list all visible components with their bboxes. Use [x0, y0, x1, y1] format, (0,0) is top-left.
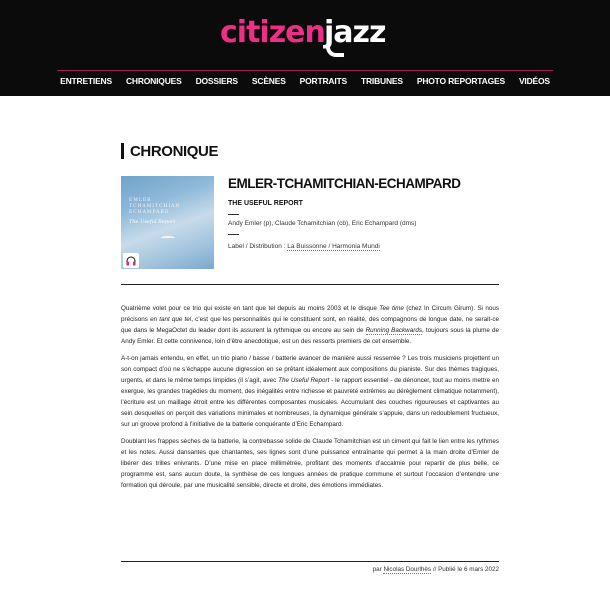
- paragraph-2: [121, 353, 499, 430]
- link-running-backwards[interactable]: Running Backwards: [365, 327, 422, 334]
- text: (chez In Circum Girum). Si nous précisons: [121, 305, 500, 323]
- headphones-icon[interactable]: [123, 253, 139, 268]
- site-logo[interactable]: [218, 15, 388, 55]
- artist-title: EMLER-TCHAMITCHIAN-ECHAMPARD: [228, 176, 461, 191]
- section-bar: [121, 143, 124, 159]
- mini-divider: [228, 214, 239, 215]
- nav-item-entretiens[interactable]: ENTRETIENS: [60, 76, 112, 86]
- logo-citizen-text: citizen: [220, 15, 325, 50]
- text: - le rapport essentiel - de dénoncer, tout au moins mettre en exergue, les grandes tragédies du moment, des inégalités entre richesse et pauvreté extrêmes au dérèglement climatique notamment), l’écriture est un maillage étroit entre les différentes composantes musicales. Accumulant des couches rigoureuses et captivantes au sein desquelles on perçoit des variations minimales et nombreuses, la dynamique générale s’appuie, dans un redoublement fructueux, sur un groove profond à l’initiative de la batterie conquérante d’Eric Echampard.: [121, 377, 499, 428]
- label-prefix: Label / Distribution :: [228, 243, 288, 250]
- mini-divider: [228, 234, 239, 235]
- text: , toujours sous la plume de Andy Emler. Et cette connivence, loin d’être anecdotique, est un des ressorts premiers de cet ensemble.: [121, 327, 499, 345]
- byline: [373, 566, 499, 573]
- bird-shape: [161, 236, 175, 240]
- paragraph-3: Doublant les frappes sèches de la batterie, la contrebasse solide de Claude Tchamitchian est un ciment qui fait le lien entre les rythmes et les notes. Aussi dansantes que chantantes, ses lignes sont d’une puissance entraînante qui permet à la main droite d’Emler de libérer des trilles enivrants. D’une mise en place millimétrée, profitant des moments d’accalmie pour repartir de plus belle, ce programme est, sans aucun doute, la synthèse de ces longues années de pratique commune et surtout l’occasion d’entendre une formation qui déroule, par une musicalité sensible, directe et droite, des émotions immédiates.: [121, 438, 499, 489]
- cover-names: EMLER TCHAMITCHIAN ECHAMPARD: [129, 198, 181, 215]
- byline-date: // Publié le 6 mars 2022: [431, 566, 499, 573]
- main-nav: [0, 74, 610, 88]
- author-link[interactable]: Nicolas Dourlhès: [383, 566, 432, 573]
- header-divider: [57, 70, 553, 71]
- nav-item-chroniques[interactable]: CHRONIQUES: [125, 76, 182, 86]
- album-ref-tee-time: Tee time: [379, 305, 404, 312]
- review-info: [228, 176, 499, 250]
- nav-item-portraits[interactable]: PORTRAITS: [299, 76, 347, 86]
- album-cover[interactable]: [121, 176, 214, 269]
- paragraph-1: [121, 303, 499, 347]
- logo-jazz-text: jazz: [324, 15, 386, 50]
- nav-item-photo-reportages[interactable]: PHOTO REPORTAGES: [416, 76, 505, 86]
- nav-item-videos[interactable]: VIDÉOS: [518, 76, 550, 86]
- site-header: [0, 0, 610, 96]
- cover-title: The Useful Report: [129, 219, 176, 225]
- section-title: CHRONIQUE: [130, 142, 219, 160]
- section-heading: [121, 141, 499, 161]
- nav-item-scenes[interactable]: SCÈNES: [251, 76, 286, 86]
- main-content: [121, 141, 500, 573]
- article-bottom-divider: [121, 561, 499, 562]
- nav-item-tribunes[interactable]: TRIBUNES: [360, 76, 403, 86]
- article-body: [121, 303, 499, 497]
- album-ref-useful-report: The Useful Report: [278, 377, 330, 384]
- musicians-line: Andy Emler (p), Claude Tchamitchian (cb), Eric Echampard (dms): [228, 220, 417, 227]
- byline-prefix: par: [372, 566, 384, 573]
- label-link[interactable]: La Buissonne / Harmonia Mundi: [287, 243, 380, 250]
- nav-item-dossiers[interactable]: DOSSIERS: [195, 76, 238, 86]
- emphasis: en tant que tel: [150, 316, 192, 323]
- text: , c’est que les personnalités qui le constituent sont, en réalité, des compagnons de longue date, ne serait-ce que dans le MegaOctet du leader dont ils assurent la rythmique ou encore au sein de: [121, 316, 499, 334]
- text: Quatrième volet pour ce trio qui existe en tant que tel depuis au moins 2003 et le disque: [121, 305, 380, 312]
- label-line: [228, 243, 499, 250]
- album-title: THE USEFUL REPORT: [228, 200, 303, 207]
- article-top-divider: [121, 284, 499, 285]
- text: A-t-on jamais entendu, en effet, un trio piano / basse / batterie avancer de manière aussi resserrée ? Les trois musiciens projettent un son compact d’où ne s’échappe aucune digression en se prêtant idéalement aux compositions du pianiste. Sur des thèmes tragiques, urgents, et dans le même temps limpides (il s’agit, avec: [121, 355, 499, 384]
